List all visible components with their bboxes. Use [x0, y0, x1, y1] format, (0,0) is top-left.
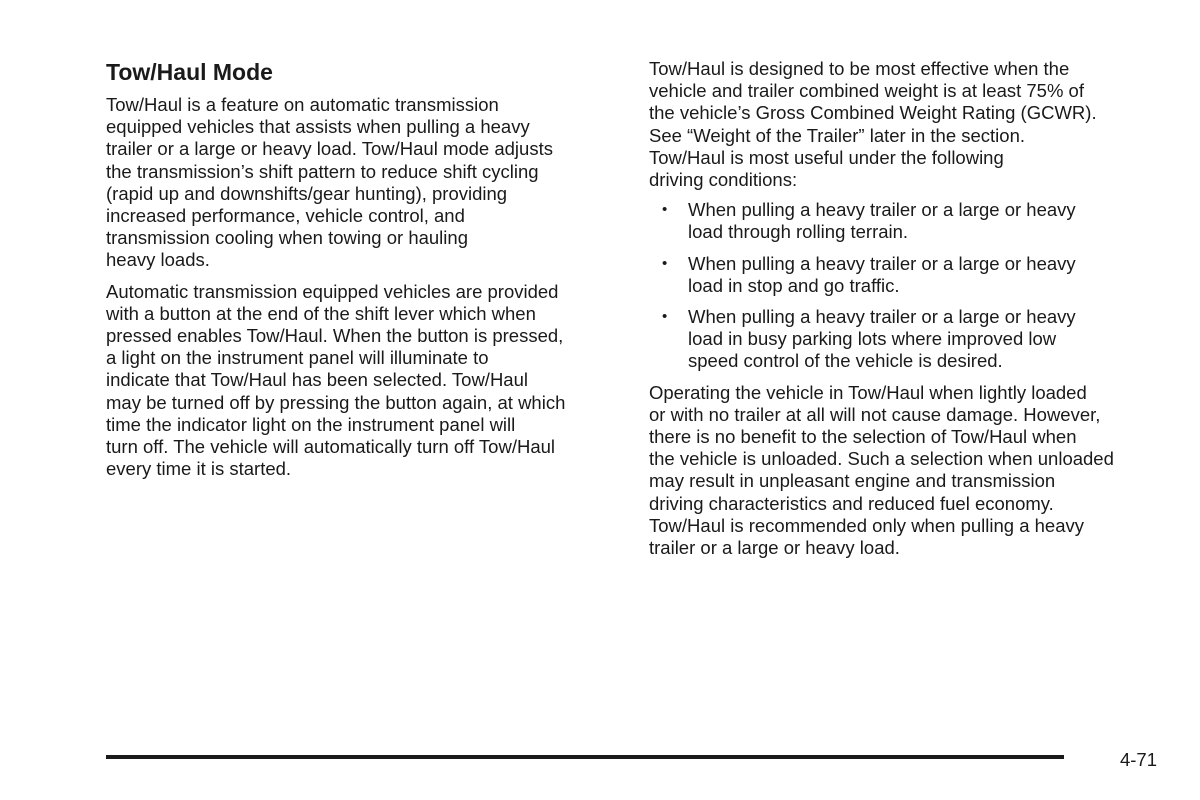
- text-line: When pulling a heavy trailer or a large or heavy: [688, 252, 1076, 274]
- text-line: See “Weight of the Trailer” later in the section.: [649, 124, 1026, 146]
- text-line: may result in unpleasant engine and transmission: [649, 470, 1056, 492]
- text-line: load through rolling terrain.: [688, 221, 909, 243]
- text-line: speed control of the vehicle is desired.: [688, 350, 1003, 372]
- left-paragraph-1: [106, 94, 621, 272]
- text-line: turn off. The vehicle will automatically turn off Tow/Haul: [106, 436, 556, 458]
- text-line: there is no benefit to the selection of Tow/Haul when: [649, 426, 1077, 448]
- text-line: load in stop and go traffic.: [688, 274, 900, 296]
- right-paragraph-2: [649, 382, 1164, 560]
- list-item: [649, 199, 1164, 243]
- right-paragraph-1: [649, 58, 1164, 191]
- text-line: the vehicle is unloaded. Such a selection when unloaded: [649, 448, 1114, 470]
- text-line: the vehicle’s Gross Combined Weight Rating (GCWR).: [649, 102, 1097, 124]
- text-line: driving characteristics and reduced fuel economy.: [649, 492, 1054, 514]
- page-number: 4-71: [1119, 749, 1157, 770]
- text-line: or with no trailer at all will not cause damage. However,: [649, 403, 1101, 425]
- text-line: indicate that Tow/Haul has been selected. Tow/Haul: [106, 369, 528, 391]
- text-line: increased performance, vehicle control, and: [106, 205, 465, 227]
- list-item: [649, 306, 1164, 373]
- left-column: [106, 58, 621, 489]
- text-line: (rapid up and downshifts/gear hunting), providing: [106, 182, 508, 204]
- text-line: time the indicator light on the instrument panel will: [106, 413, 516, 435]
- text-line: transmission cooling when towing or hauling: [106, 227, 468, 249]
- text-line: driving conditions:: [649, 169, 798, 191]
- text-line: Automatic transmission equipped vehicles are provided: [106, 280, 559, 302]
- driving-conditions-list: [649, 199, 1164, 372]
- text-line: When pulling a heavy trailer or a large or heavy: [688, 199, 1076, 221]
- right-column: [649, 58, 1164, 559]
- section-heading: Tow/Haul Mode: [106, 59, 273, 85]
- list-item: [649, 253, 1164, 297]
- text-line: heavy loads.: [106, 249, 210, 271]
- text-line: Tow/Haul is recommended only when pulling a heavy: [649, 514, 1084, 536]
- text-line: with a button at the end of the shift lever which when: [106, 302, 536, 324]
- text-line: When pulling a heavy trailer or a large or heavy: [688, 306, 1076, 328]
- text-line: Tow/Haul is a feature on automatic transmission: [106, 94, 499, 115]
- bullet-icon: •: [662, 201, 668, 219]
- text-line: Tow/Haul is designed to be most effective when the: [649, 58, 1070, 79]
- text-line: a light on the instrument panel will illuminate to: [106, 347, 489, 369]
- text-line: pressed enables Tow/Haul. When the button is pressed,: [106, 325, 564, 347]
- text-line: load in busy parking lots where improved low: [688, 328, 1057, 350]
- footer-rule: [106, 755, 1064, 759]
- text-line: Operating the vehicle in Tow/Haul when lightly loaded: [649, 381, 1087, 403]
- text-line: trailer or a large or heavy load.: [649, 537, 900, 559]
- text-line: trailer or a large or heavy load. Tow/Haul mode adjusts: [106, 138, 553, 160]
- text-line: every time it is started.: [106, 458, 292, 480]
- text-line: Tow/Haul is most useful under the following: [649, 146, 1004, 168]
- text-line: may be turned off by pressing the button again, at which: [106, 391, 566, 413]
- text-line: vehicle and trailer combined weight is at least 75% of: [649, 80, 1084, 102]
- bullet-icon: •: [662, 308, 668, 326]
- text-line: the transmission’s shift pattern to reduce shift cycling: [106, 160, 539, 182]
- text-line: equipped vehicles that assists when pulling a heavy: [106, 116, 530, 138]
- bullet-icon: •: [662, 254, 668, 272]
- left-paragraph-2: [106, 281, 621, 481]
